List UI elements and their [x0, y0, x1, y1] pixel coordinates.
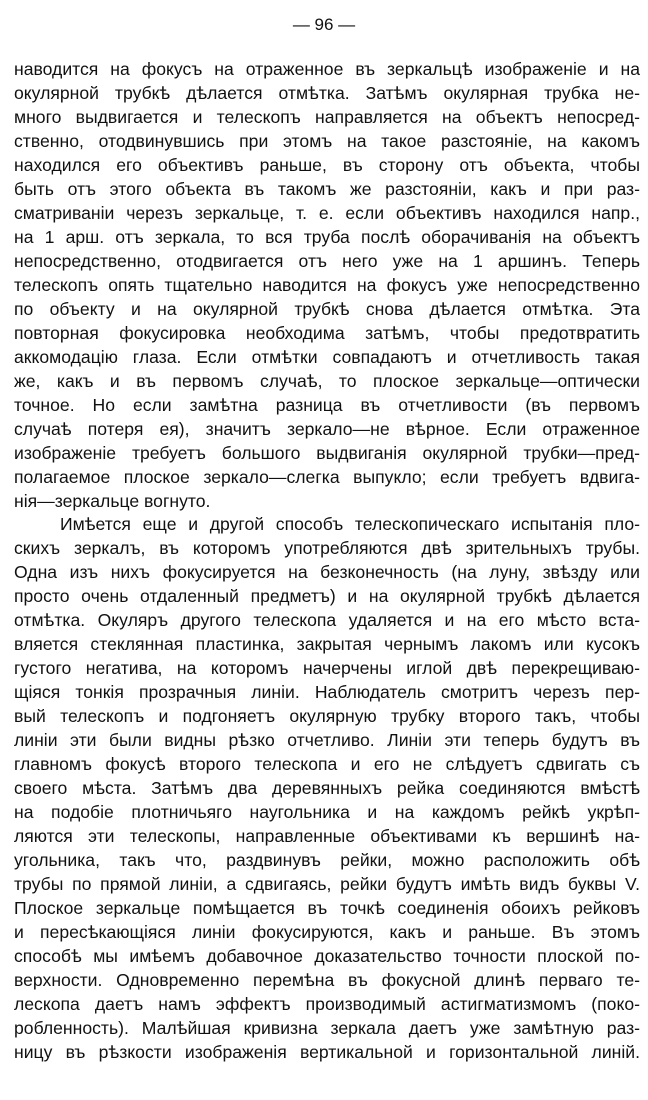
- text-line: скихъ зеркалъ, въ которомъ употребляются двѣ зрительныхъ трубы.: [14, 538, 640, 558]
- text-line: на подобіе плотничьяго наугольника и на каждомъ рейкѣ укрѣп-: [14, 802, 640, 822]
- text-line: лескопа даетъ намъ эффектъ производимый астигматизмомъ (поко-: [14, 994, 640, 1014]
- text-line: точное. Но если замѣтна разница въ отчетливости (въ первомъ: [14, 395, 640, 415]
- text-line: вляется стеклянная пластинка, закрытая чернымъ лакомъ или кусокъ: [14, 634, 640, 654]
- text-line: верхности. Одновременно перемѣна въ фокусной длинѣ перваго те-: [14, 970, 640, 990]
- text-line: ницу въ рѣзкости изображенія вертикальной и горизонтальной линій.: [14, 1042, 640, 1062]
- paragraph-1: [14, 57, 640, 513]
- text-line: угольника, такъ что, раздвинувъ рейки, можно расположить обѣ: [14, 850, 640, 870]
- text-line: повторная фокусировка необходима затѣмъ, чтобы предотвратить: [14, 323, 640, 343]
- text-line: ляются эти телескопы, направленные объективами къ вершинѣ на-: [14, 826, 640, 846]
- text-line: линіи эти были видны рѣзко отчетливо. Линіи эти теперь будутъ въ: [14, 730, 640, 750]
- text-line: на 1 арш. отъ зеркала, то вся труба послѣ оборачиванія на объектъ: [14, 227, 640, 247]
- text-line: полагаемое плоское зеркало—слегка выпукло; если требуетъ вдвига-: [14, 467, 640, 487]
- text-line: Плоское зеркальце помѣщается въ точкѣ соединенія обоихъ рейковъ: [14, 898, 640, 918]
- text-line: окулярной трубкѣ дѣлается отмѣтка. Затѣмъ окулярная трубка не-: [14, 83, 640, 103]
- text-line: много выдвигается и телескопъ направляется на объектъ непосред-: [14, 107, 640, 127]
- text-line: сматриваніи черезъ зеркальце, т. е. если объективъ находился напр.,: [14, 203, 640, 223]
- text-line: трубы по прямой линіи, а сдвигаясь, рейки будутъ имѣть видъ буквы V.: [14, 874, 640, 894]
- page-number: — 96 —: [292, 15, 356, 34]
- text-line: по объекту и на окулярной трубкѣ снова дѣлается отмѣтка. Эта: [14, 299, 640, 319]
- text-line: аккомодацію глаза. Если отмѣтки совпадаютъ и отчетливость такая: [14, 347, 640, 367]
- text-line: случаѣ потеря ея), значитъ зеркало—не вѣрное. Если отраженное: [14, 419, 640, 439]
- text-line: непосредственно, отодвигается отъ него уже на 1 аршинъ. Теперь: [14, 251, 640, 271]
- text-line: вый телескопъ и подгоняетъ окулярную трубку второго такъ, чтобы: [14, 706, 640, 726]
- text-line: наводится на фокусъ на отраженное въ зеркальцѣ изображеніе и на: [14, 59, 640, 79]
- text-line: Одна изъ нихъ фокусируется на безконечность (на луну, звѣзду или: [14, 562, 640, 582]
- text-line: способѣ мы имѣемъ добавочное доказательство точности плоской по-: [14, 946, 640, 966]
- text-line: главномъ фокусѣ второго телескопа и его не слѣдуетъ сдвигать съ: [14, 754, 640, 774]
- text-line: своего мѣста. Затѣмъ два деревянныхъ рейка соединяются вмѣстѣ: [14, 778, 640, 798]
- text-line: и пересѣкающіяся линіи фокусируются, какъ и раньше. Въ этомъ: [14, 922, 640, 942]
- text-line: изображеніе требуетъ большого выдвиганія окулярной трубки—пред-: [14, 443, 640, 463]
- text-line: просто очень отдаленный предметъ) и на окулярной трубкѣ дѣлается: [14, 586, 640, 606]
- text-line: быть отъ этого объекта въ такомъ же разстояніи, какъ и при раз-: [14, 179, 640, 199]
- text-line: телескопъ опять тщательно наводится на фокусъ уже непосредственно: [14, 275, 640, 295]
- text-line: Имѣется еще и другой способъ телескопическаго испытанія пло-: [60, 514, 640, 534]
- text-line: ственно, отодвинувшись при этомъ на такое разстояніе, на какомъ: [14, 131, 640, 151]
- text-line: находился его объективъ раньше, въ сторону отъ объекта, чтобы: [14, 155, 640, 175]
- text-line: густого негатива, на которомъ начерчены иглой двѣ перекрещиваю-: [14, 658, 640, 678]
- text-line: же, какъ и въ первомъ случаѣ, то плоское зеркальце—оптически: [14, 371, 640, 391]
- text-line: нія—зеркальце вогнуто.: [14, 491, 211, 511]
- paragraph-2: [14, 512, 640, 1064]
- text-line: отмѣтка. Окуляръ другого телескопа удаляется и на его мѣсто вста-: [14, 610, 640, 630]
- text-line: щіяся тонкія прозрачныя линіи. Наблюдатель смотритъ черезъ пер-: [14, 682, 640, 702]
- text-line: робленность). Малѣйшая кривизна зеркала даетъ уже замѣтную раз-: [14, 1018, 640, 1038]
